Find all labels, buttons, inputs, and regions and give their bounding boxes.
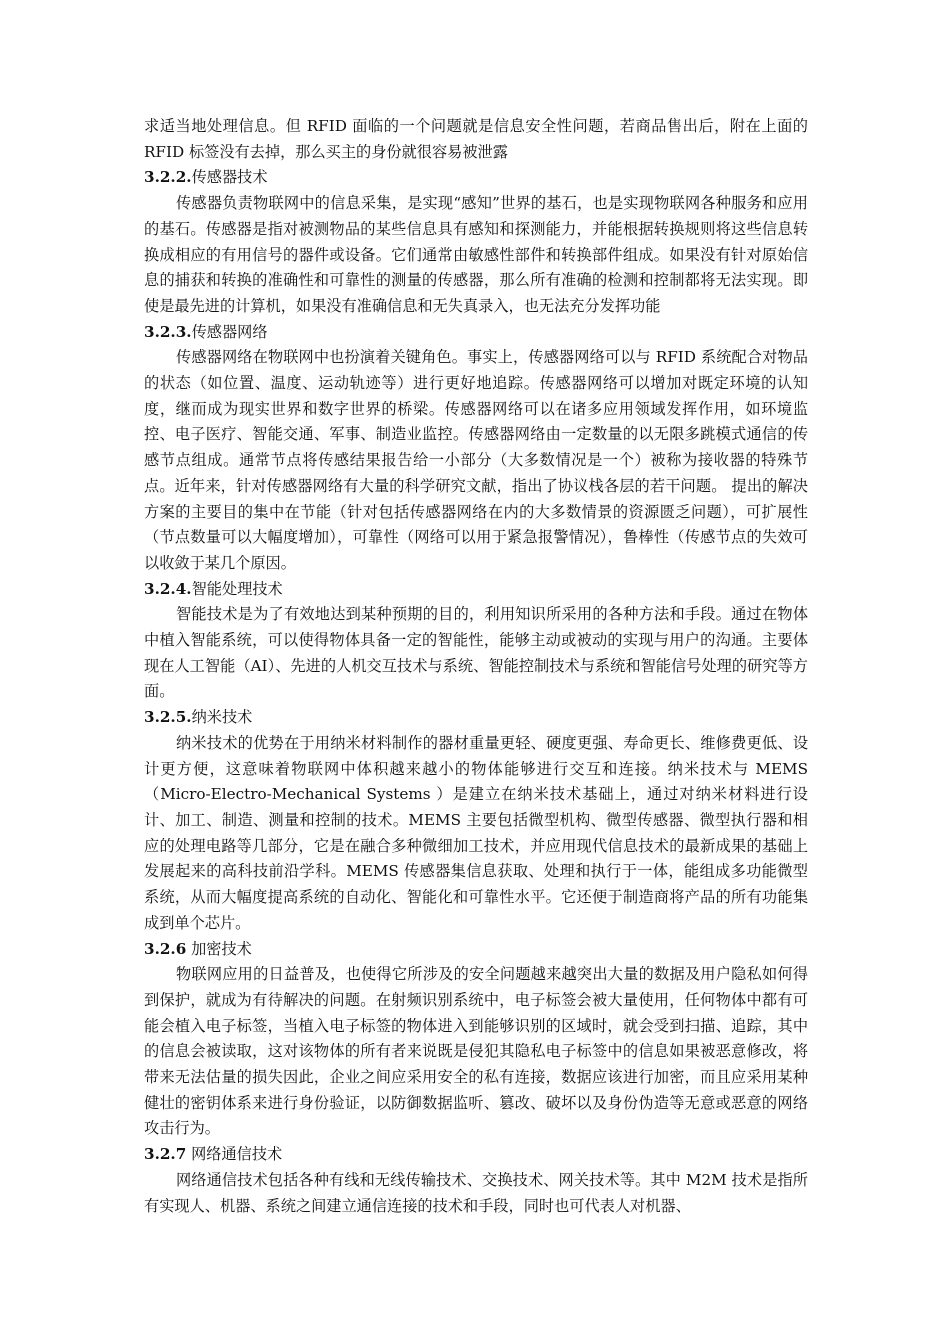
section-title: 网络通信技术 <box>186 1145 283 1164</box>
section-heading <box>144 937 808 963</box>
section-3-2-7 <box>144 1142 808 1219</box>
section-title: 传感器技术 <box>191 168 268 187</box>
section-title: 纳米技术 <box>191 708 253 727</box>
section-body: 网络通信技术包括各种有线和无线传输技术、交换技术、网关技术等。其中 M2M 技术是指所有实现人、机器、系统之间建立通信连接的技术和手段，同时也可代表人对机器、 <box>144 1170 808 1215</box>
section-heading <box>144 165 808 191</box>
section-title: 加密技术 <box>186 939 252 958</box>
section-title: 传感器网络 <box>191 322 268 341</box>
section-3-2-4 <box>144 577 808 706</box>
section-body: 智能技术是为了有效地达到某种预期的目的，利用知识所采用的各种方法和手段。通过在物体中植入智能系统，可以使得物体具备一定的智能性，能够主动或被动的实现与用户的沟通。主要体现在人工智能（AI）、先进的人机交互技术与系统、智能控制技术与系统和智能信号处理的研究等方面。 <box>144 605 808 701</box>
section-body: 传感器负责物联网中的信息采集，是实现“感知”世界的基石，也是实现物联网各种服务和应用的基石。传感器是指对被测物品的某些信息具有感知和探测能力，并能根据转换规则将这些信息转换成相应的有用信号的器件或设备。它们通常由敏感性部件和转换部件组成。如果没有针对原始信息的捕获和转换的准确性和可靠性的测量的传感器，那么所有准确的检测和控制都将无法实现。即使是最先进的计算机，如果没有准确信息和无失真录入，也无法充分发挥功能 <box>144 194 808 315</box>
section-heading <box>144 1142 808 1168</box>
section-3-2-6 <box>144 937 808 1143</box>
document-page <box>144 114 808 1219</box>
section-number: 3.2.2. <box>144 168 192 187</box>
section-number: 3.2.5. <box>144 708 192 727</box>
section-number: 3.2.6 <box>144 939 187 958</box>
section-heading <box>144 320 808 346</box>
section-number: 3.2.3. <box>144 322 192 341</box>
section-number: 3.2.4. <box>144 579 192 598</box>
section-3-2-5 <box>144 705 808 936</box>
section-3-2-2 <box>144 165 808 319</box>
section-number: 3.2.7 <box>144 1145 187 1164</box>
section-body: 传感器网络在物联网中也扮演着关键角色。事实上，传感器网络可以与 RFID 系统配合对物品的状态（如位置、温度、运动轨迹等）进行更好地追踪。传感器网络可以增加对既定环境的认知度，继而成为现实世界和数字世界的桥梁。传感器网络可以在诸多应用领域发挥作用，如环境监控、电子医疗、智能交通、军事、制造业监控。传感器网络由一定数量的以无限多跳模式通信的传感节点组成。通常节点将传感结果报告给一小部分（大多数情况是一个）被称为接收器的特殊节点。近年来，针对传感器网络有大量的科学研究文献，指出了协议栈各层的若干问题。 提出的解决方案的主要目的集中在节能（针对包括传感器网络在内的大多数情景的资源匮乏问题），可扩展性（节点数量可以大幅度增加），可靠性（网络可以用于紧急报警情况），鲁棒性（传感节点的失效可以收敛于某几个原因。 <box>144 348 808 572</box>
section-title: 智能处理技术 <box>191 579 283 598</box>
section-body: 物联网应用的日益普及，也使得它所涉及的安全问题越来越突出大量的数据及用户隐私如何得到保护，就成为有待解决的问题。在射频识别系统中，电子标签会被大量使用，任何物体中都有可能会植入电子标签，当植入电子标签的物体进入到能够识别的区域时，就会受到扫描、追踪，其中的信息会被读取，这对该物体的所有者来说既是侵犯其隐私电子标签中的信息如果被恶意修改，将带来无法估量的损失因此，企业之间应采用安全的私有连接，数据应该进行加密，而且应采用某种健壮的密钥体系来进行身份验证，以防御数据监听、篡改、破坏以及身份伪造等无意或恶意的网络攻击行为。 <box>144 965 808 1138</box>
opening-paragraph: 求适当地处理信息。但 RFID 面临的一个问题就是信息安全性问题，若商品售出后，附在上面的 RFID 标签没有去掉，那么买主的身份就很容易被泄露 <box>144 117 808 161</box>
section-heading <box>144 705 808 731</box>
section-heading <box>144 577 808 603</box>
section-body: 纳米技术的优势在于用纳米材料制作的器材重量更轻、硬度更强、寿命更长、维修费更低、设计更方便，这意味着物联网中体积越来越小的物体能够进行交互和连接。纳米技术与 MEMS（Micro-Electro-Mechanical Systems ）是建立在纳米技术基础上，通过对纳米材料进行设计、加工、制造、测量和控制的技术。MEMS 主要包括微型机构、微型传感器、微型执行器和相应的处理电路等几部分，它是在融合多种微细加工技术，并应用现代信息技术的最新成果的基础上发展起来的高科技前沿学科。MEMS 传感器集信息获取、处理和执行于一体，能组成多功能微型系统，从而大幅度提高系统的自动化、智能化和可靠性水平。它还便于制造商将产品的所有功能集成到单个芯片。 <box>144 733 808 932</box>
section-3-2-3 <box>144 320 808 577</box>
